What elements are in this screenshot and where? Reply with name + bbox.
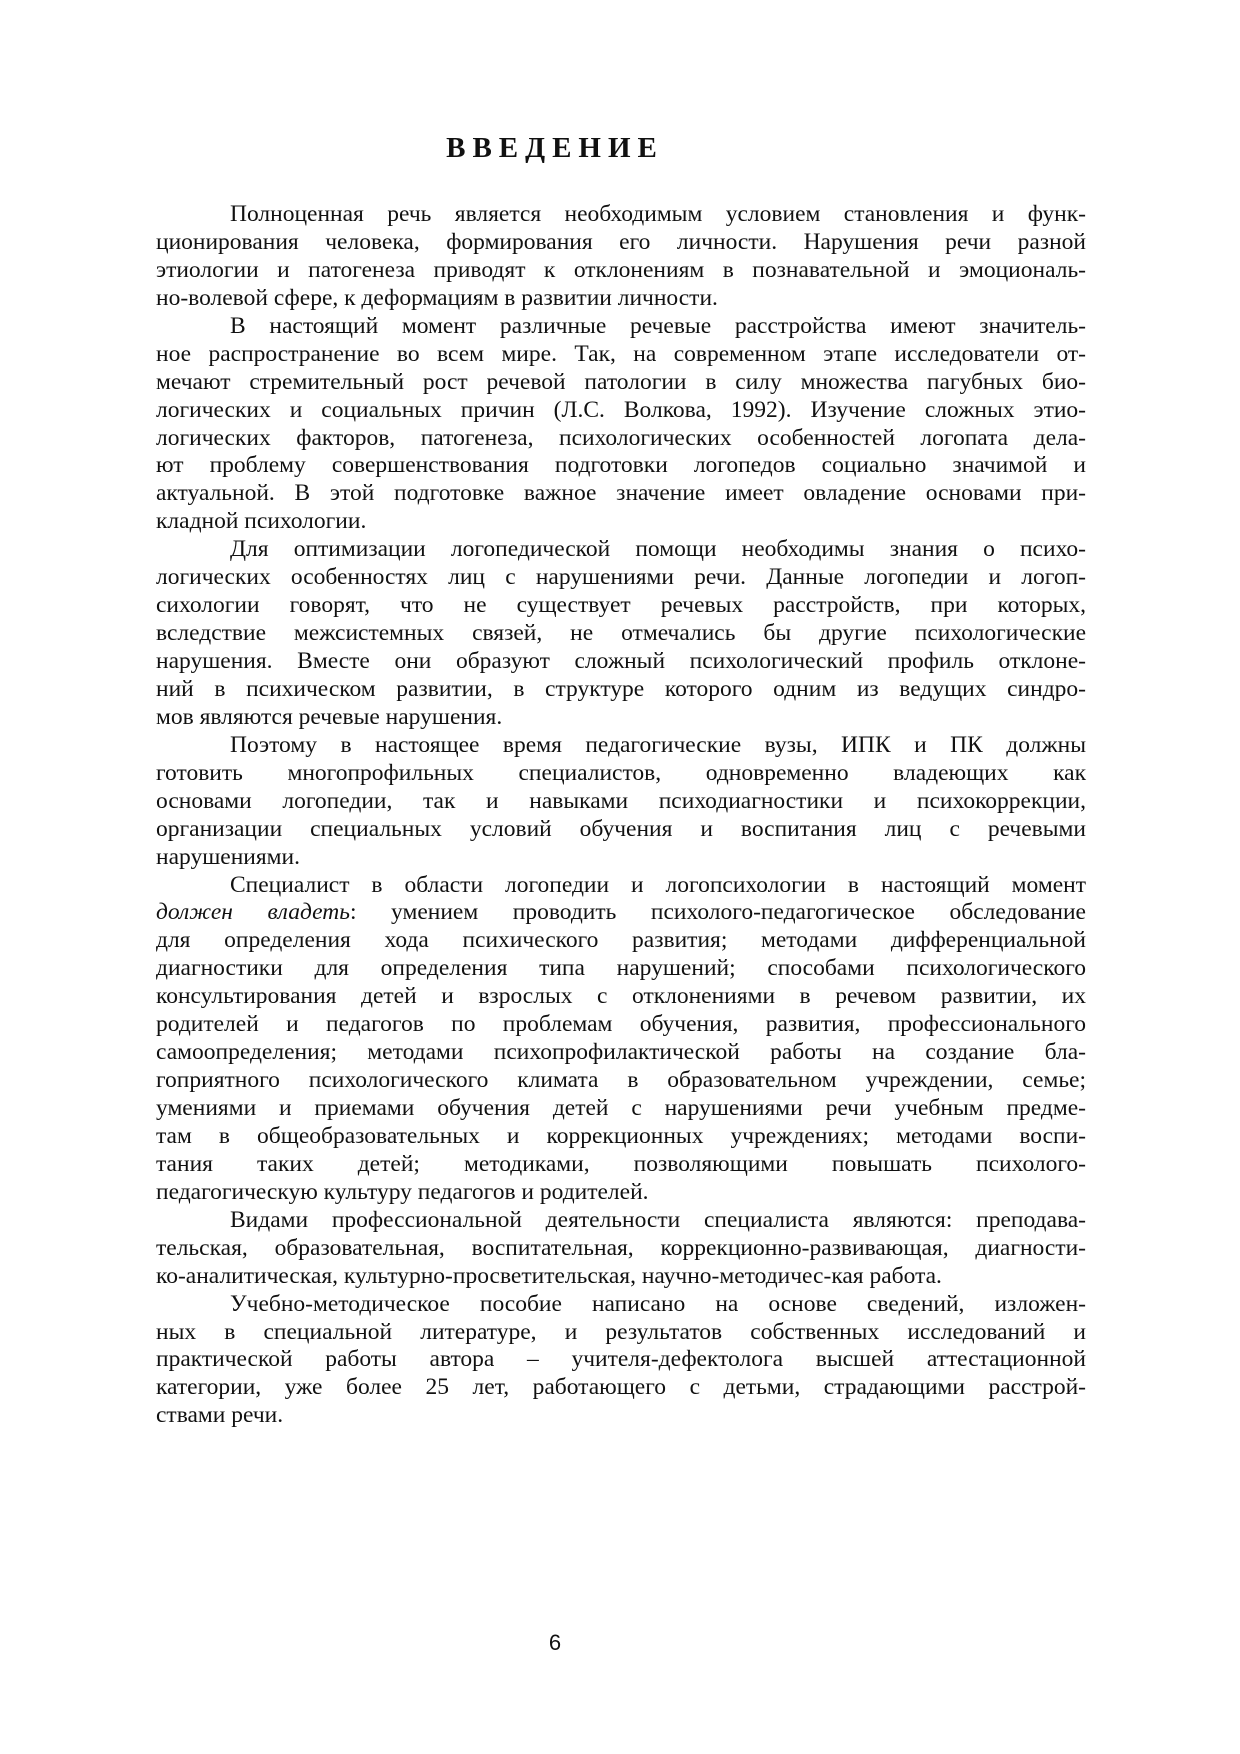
text-line: Учебно-методическое пособие написано на основе сведений, изложен-	[230, 1290, 1086, 1317]
text-line: организации специальных условий обучения и воспитания лиц с речевыми	[156, 815, 1086, 842]
text-line: ных в специальной литературе, и результатов собственных исследований и	[156, 1318, 1086, 1345]
text-line: ционирования человека, формирования его личности. Нарушения речи разной	[156, 228, 1086, 255]
text-line: Видами профессиональной деятельности специалиста являются: преподава-	[230, 1206, 1086, 1233]
text-line: Специалист в области логопедии и логопсихологии в настоящий момент	[230, 871, 1086, 898]
text-line: нарушениями.	[156, 843, 301, 870]
text-line: основами логопедии, так и навыками психодиагностики и психокоррекции,	[156, 787, 1086, 814]
text-line: ют проблему совершенствования подготовки логопедов социально значимой и	[156, 452, 1086, 479]
text-line: вследствие межсистемных связей, не отмечались бы другие психологические	[156, 620, 1086, 647]
text-line	[156, 899, 1086, 927]
text-line: тельская, образовательная, воспитательная, коррекционно-развивающая, диагности-	[156, 1234, 1086, 1261]
text-line: для определения хода психического развития; методами дифференциальной	[156, 927, 1086, 954]
text-line: там в общеобразовательных и коррекционных учреждениях; методами воспи-	[156, 1122, 1086, 1149]
text-line: актуальной. В этой подготовке важное значение имеет овладение основами при-	[156, 480, 1086, 507]
document-body	[156, 201, 1086, 1430]
page-number: 6	[548, 1630, 562, 1655]
text-line: кладной психологии.	[156, 508, 367, 535]
text-line: нарушения. Вместе они образуют сложный психологический профиль отклоне-	[156, 648, 1086, 674]
text-line: ствами речи.	[156, 1402, 284, 1429]
text-line: но-волевой сфере, к деформациям в развитии личности.	[156, 284, 718, 311]
text-line: ко-аналитическая, культурно-просветительская, научно-методичес-кая работа.	[156, 1262, 942, 1289]
text-line: самоопределения; методами психопрофилактической работы на создание бла-	[156, 1039, 1086, 1066]
italic-phrase: должен владеть	[156, 899, 350, 926]
paragraph	[156, 201, 1086, 313]
text-line: этиологии и патогенеза приводят к отклонениям в познавательной и эмоциональ-	[156, 256, 1086, 283]
text-line: сихологии говорят, что не существует речевых расстройств, при которых,	[156, 592, 1086, 619]
text-line: Полноценная речь является необходимым условием становления и функ-	[230, 201, 1086, 227]
text-line: консультирования детей и взрослых с отклонениями в речевом развитии, их	[156, 983, 1086, 1010]
text-line: практической работы автора – учителя-дефектолога высшей аттестационной	[156, 1346, 1086, 1373]
text-line: Для оптимизации логопедической помощи необходимы знания о психо-	[230, 536, 1086, 563]
text-line: диагностики для определения типа нарушений; способами психологического	[156, 955, 1086, 982]
paragraph	[156, 536, 1086, 732]
text-line: родителей и педагогов по проблемам обучения, развития, профессионального	[156, 1011, 1086, 1038]
text-line: готовить многопрофильных специалистов, одновременно владеющих как	[156, 759, 1086, 786]
paragraph	[156, 1207, 1086, 1291]
text-line: В настоящий момент различные речевые расстройства имеют значитель-	[230, 312, 1086, 339]
text-line: умениями и приемами обучения детей с нарушениями речи учебным предме-	[156, 1095, 1086, 1121]
text-line: Поэтому в настоящее время педагогические вузы, ИПК и ПК должны	[230, 731, 1086, 758]
line-text: : умением проводить психолого-педагогическое обследование	[349, 899, 1086, 926]
text-line: ное распространение во всем мире. Так, на современном этапе исследователи от-	[156, 340, 1086, 367]
text-line: ний в психическом развитии, в структуре которого одним из ведущих синдро-	[156, 675, 1086, 702]
paragraph	[156, 313, 1086, 537]
text-line: логических факторов, патогенеза, психологических особенностей логопата дела-	[156, 424, 1086, 451]
text-line: гоприятного психологического климата в образовательном учреждении, семье;	[156, 1067, 1086, 1094]
paragraph	[156, 732, 1086, 872]
text-line: логических и социальных причин (Л.С. Волкова, 1992). Изучение сложных этио-	[156, 396, 1086, 423]
text-line: педагогическую культуру педагогов и родителей.	[156, 1178, 649, 1205]
text-line: тания таких детей; методиками, позволяющими повышать психолого-	[156, 1150, 1086, 1177]
text-line: мов являются речевые нарушения.	[156, 703, 503, 730]
text-line: логических особенностях лиц с нарушениями речи. Данные логопедии и логоп-	[156, 564, 1086, 591]
paragraph	[156, 1291, 1086, 1431]
text-line: категории, уже более 25 лет, работающего с детьми, страдающими расстрой-	[156, 1374, 1086, 1401]
paragraph	[156, 872, 1086, 1207]
text-line: мечают стремительный рост речевой патологии в силу множества пагубных био-	[156, 368, 1086, 395]
page-title: ВВЕДЕНИЕ	[446, 132, 664, 164]
